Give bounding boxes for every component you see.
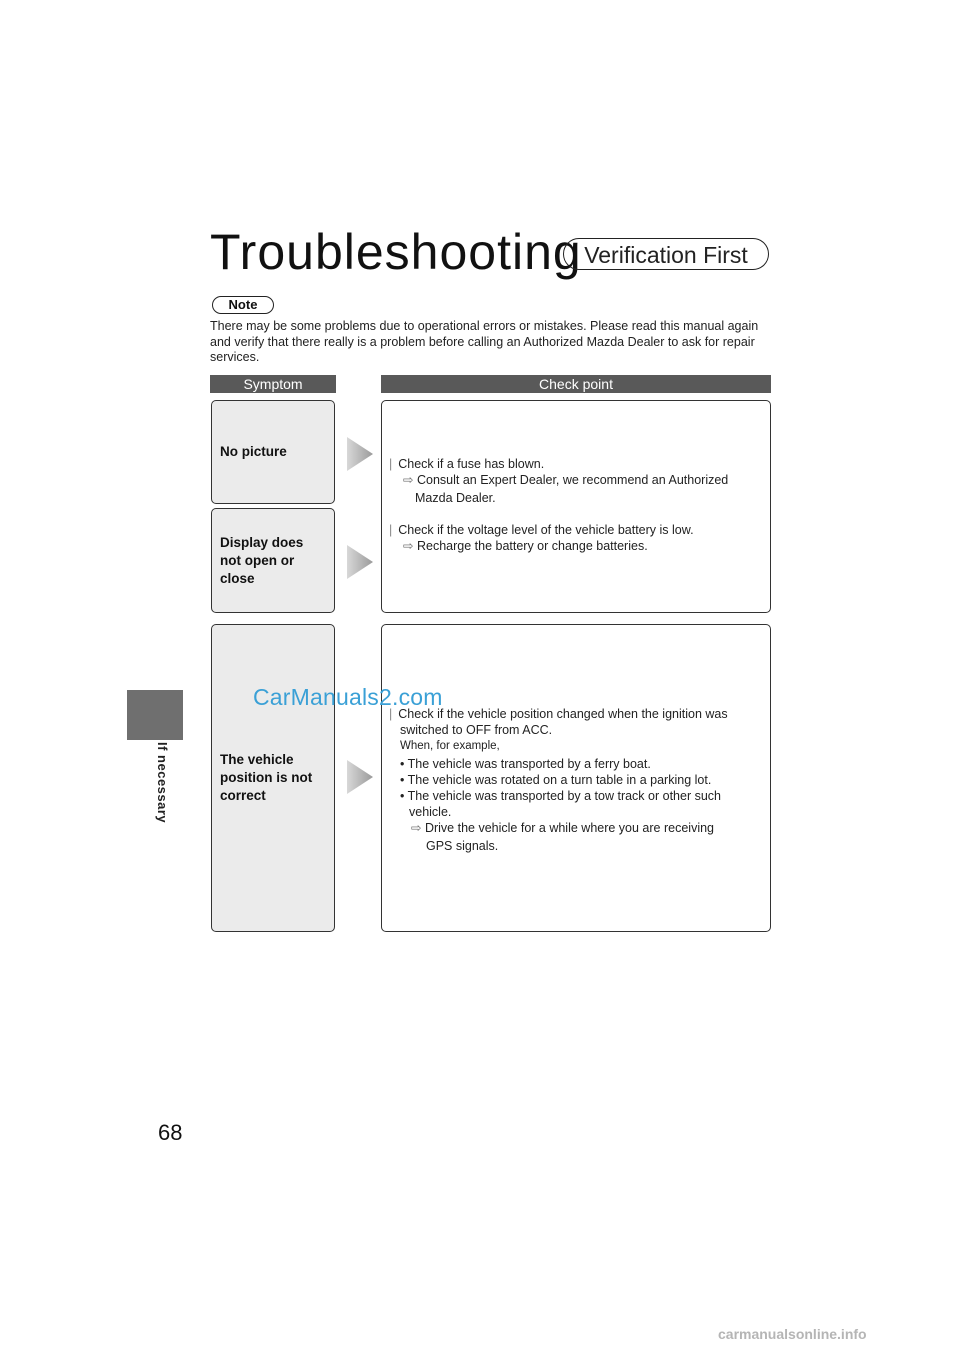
bullet-icon: • (400, 789, 405, 803)
page-number: 68 (158, 1120, 183, 1145)
symptom-label: The vehicle position is not correct (220, 752, 313, 803)
bullet-icon: • (400, 773, 405, 787)
section-subtitle: Verification First (563, 238, 769, 270)
section-tab (127, 690, 183, 740)
section-label: If necessary (155, 742, 170, 824)
symptom-display (211, 508, 335, 613)
bullet-icon: • (400, 757, 405, 771)
watermark: CarManuals2.com (253, 684, 443, 710)
bullet-bar-icon: | (389, 707, 393, 721)
check-fuse: | Check if a fuse has blown. ⇨ Consult an Expert Dealer, we recommend an Authorized Mazda Dealer. (389, 457, 729, 505)
symptom-header: Symptom (210, 375, 336, 393)
symptom-vehicle-position (211, 624, 335, 932)
double-arrow-icon: ⇨ (411, 821, 422, 835)
double-arrow-icon: ⇨ (403, 539, 414, 553)
check-box-power (381, 400, 771, 613)
symptom-no-picture (211, 400, 335, 504)
check-position: | Check if the vehicle position changed when the ignition was switched to OFF from ACC. When, for example, • The vehicle was transported by a ferry boat. • The vehicle was rotated on a turn table in a parking lot. • The vehicle was transported by a tow track or other such vehicle. ⇨ Drive the vehicle for a while where you are receiving GPS signals. (389, 707, 728, 853)
check-point-header: Check point (381, 375, 771, 393)
note-badge: Note (212, 296, 274, 314)
bullet-bar-icon: | (389, 523, 393, 537)
bullet-bar-icon: | (389, 457, 393, 471)
symptom-label: Display does not open or close (220, 534, 304, 586)
footer-logo: carmanualsonline.info (718, 1326, 867, 1342)
arrow-right-icon (347, 437, 373, 471)
page-title: Troubleshooting (210, 224, 582, 280)
arrow-right-icon (347, 545, 373, 579)
note-text: There may be some problems due to operational errors or mistakes. Please read this manual again and verify that there really is a problem before calling an Authorized Mazda Dealer to ask for repair services. (210, 319, 759, 364)
symptom-label: No picture (220, 444, 287, 459)
check-battery: | Check if the voltage level of the vehicle battery is low. ⇨ Recharge the battery or change batteries. (389, 523, 694, 553)
double-arrow-icon: ⇨ (403, 473, 414, 487)
arrow-right-icon (347, 760, 373, 794)
